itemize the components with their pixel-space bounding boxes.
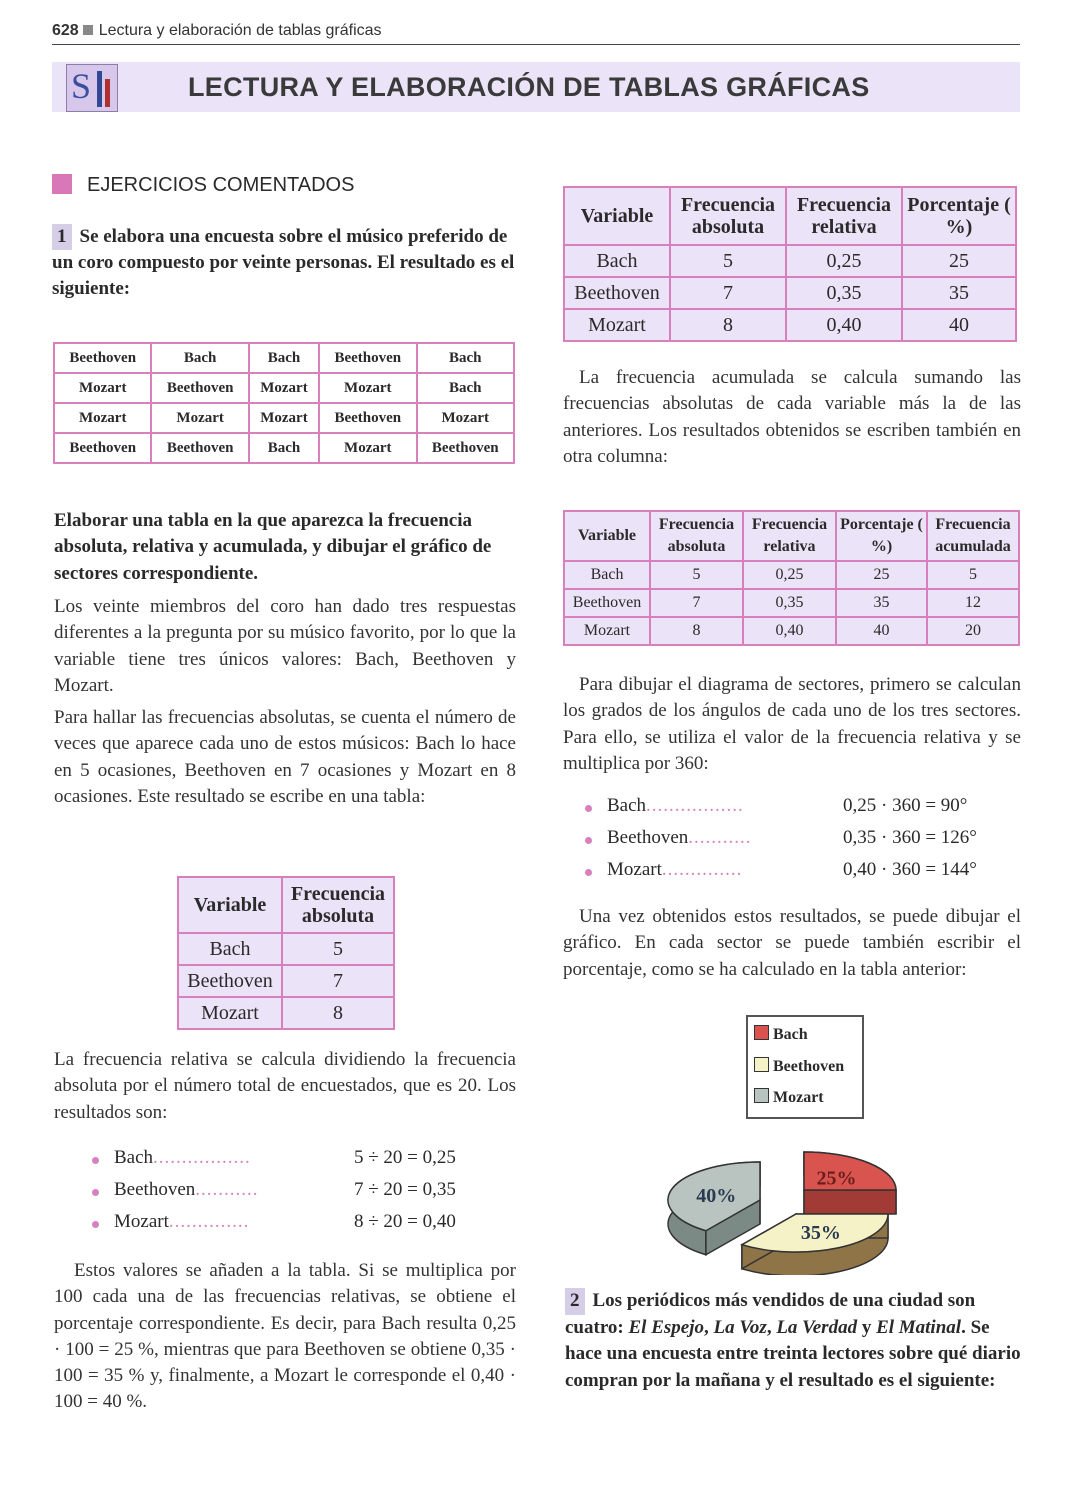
exercise-2-text: Los periódicos más vendidos de una ciudad son cuatro: — [565, 1290, 976, 1338]
running-head — [52, 22, 382, 40]
table-cell: Mozart — [54, 403, 151, 433]
table-cell: 5 — [282, 933, 394, 965]
table-cell: 0,40 — [786, 309, 902, 341]
list-item — [585, 795, 1021, 827]
chart-legend — [746, 1015, 864, 1119]
table-row — [54, 403, 514, 433]
legend-swatch — [754, 1057, 769, 1072]
item-result: 5 ÷ 20 = 0,25 — [354, 1147, 456, 1168]
table-row — [178, 997, 394, 1029]
paragraph: La frecuencia acumulada se calcula sumando las frecuencias absolutas de cada variable más la de las anteriores. Los resultados obtenidos se escriben también en otra columna: — [563, 367, 1021, 467]
table-cell: 25 — [836, 561, 927, 589]
table-cell: Mozart — [249, 373, 319, 403]
table-header: Porcentaje ( %) — [836, 511, 927, 561]
list-item — [585, 859, 1021, 891]
table-cell: Bach — [249, 343, 319, 373]
table-cell: 12 — [927, 589, 1019, 617]
exercise-2-statement — [565, 1288, 1025, 1394]
exercise-2-text: . Se hace una encuesta entre treinta lectores sobre qué diario compran por la mañana y el resultado es el siguiente: — [565, 1316, 1021, 1391]
table-header: Frecuencia relativa — [786, 187, 902, 245]
table-cell: 0,25 — [743, 561, 836, 589]
table-cell: 8 — [650, 617, 743, 645]
item-label: Beethoven — [607, 827, 689, 848]
table-cell: 5 — [927, 561, 1019, 589]
paragraph: Para hallar las frecuencias absolutas, se cuenta el número de veces que aparece cada uno de estos músicos: Bach lo hace en 5 ocasiones, Beethoven en 7 ocasiones y Mozart en 8 ocasiones. Este resultado se escribe en una tabla: — [54, 707, 516, 807]
list-item — [585, 827, 1021, 859]
leader-dots: ................. — [646, 795, 744, 816]
title-band — [52, 62, 1020, 112]
page-title: LECTURA Y ELABORACIÓN DE TABLAS GRÁFICAS — [188, 72, 870, 102]
table-cell: Bach — [178, 933, 282, 965]
table-cell: Beethoven — [178, 965, 282, 997]
pie-label: 35% — [800, 1221, 841, 1244]
pie-label: 40% — [696, 1185, 737, 1208]
item-result: 0,25 · 360 = 90° — [843, 795, 968, 816]
table-cell: Bach — [417, 373, 515, 403]
survey-table — [53, 342, 515, 464]
table-cell: Mozart — [564, 309, 670, 341]
table-cell: 40 — [836, 617, 927, 645]
table-cell: Mozart — [178, 997, 282, 1029]
table-header: Frecuencia acumulada — [927, 511, 1019, 561]
leader-dots: ........... — [195, 1179, 259, 1200]
item-label: Bach — [114, 1147, 154, 1168]
legend-item — [754, 1088, 824, 1107]
separator: y — [857, 1316, 877, 1338]
bullet-icon — [92, 1221, 99, 1228]
table-row — [564, 277, 1016, 309]
bullet-icon — [585, 837, 592, 844]
pie-chart — [640, 1140, 940, 1275]
exercise-number: 2 — [565, 1288, 585, 1315]
separator: , — [766, 1316, 777, 1338]
table-header: Variable — [564, 511, 650, 561]
item-result: 7 ÷ 20 = 0,35 — [354, 1179, 456, 1200]
table-cell: Bach — [249, 433, 319, 463]
table-cell: Beethoven — [319, 343, 416, 373]
table-cell: Bach — [564, 245, 670, 277]
table-cell: 25 — [902, 245, 1016, 277]
accumulated-frequency-table — [563, 510, 1020, 646]
table-cell: Mozart — [249, 403, 319, 433]
item-result: 8 ÷ 20 = 0,40 — [354, 1211, 456, 1232]
table-cell: Beethoven — [54, 343, 151, 373]
separator: , — [703, 1316, 714, 1338]
paragraph: Estos valores se añaden a la tabla. Si se multiplica por 100 cada una de las frecuencias relativas, se obtiene el porcentaje correspondiente. Es decir, para Bach resulta 0,25 · 100 = 25 %, mientras que para Beethoven se obtiene 0,35 · 100 = 35 % y, finalmente, a Mozart le corresponde el 0,40 · 100 = 40 %. — [54, 1260, 516, 1413]
legend-swatch — [754, 1025, 769, 1040]
legend-label: Bach — [773, 1026, 808, 1043]
exercise-1-statement — [52, 224, 516, 302]
leader-dots: .............. — [661, 859, 743, 880]
table-cell: Mozart — [319, 433, 416, 463]
table-cell: 0,40 — [743, 617, 836, 645]
newspaper-name: El Espejo — [628, 1316, 704, 1338]
table-cell: Bach — [564, 561, 650, 589]
table-cell: Mozart — [151, 403, 248, 433]
table-cell: 8 — [670, 309, 786, 341]
legend-label: Beethoven — [773, 1058, 845, 1075]
table-header: Variable — [564, 187, 670, 245]
newspaper-name: La Voz — [713, 1316, 767, 1338]
table-header-row — [564, 187, 1016, 245]
item-label: Mozart — [607, 859, 662, 880]
table-cell: Mozart — [564, 617, 650, 645]
exercise-number: 1 — [52, 224, 72, 250]
paragraph: Para dibujar el diagrama de sectores, primero se calculan los grados de los ángulos de cada uno de los tres sectores. Para ello, se utiliza el valor de la frecuencia relativa y se multiplica por 360: — [563, 674, 1021, 774]
square-bullet-icon — [83, 25, 93, 35]
task-statement: Elaborar una tabla en la que aparezca la frecuencia absoluta, relativa y acumulada, y dibujar el gráfico de sectores correspondiente. — [54, 510, 492, 584]
table-cell: 20 — [927, 617, 1019, 645]
table-cell: 8 — [282, 997, 394, 1029]
page-number: 628 — [52, 22, 79, 39]
legend-item — [754, 1025, 808, 1044]
item-label: Mozart — [114, 1211, 169, 1232]
bullet-icon — [585, 805, 592, 812]
running-title: Lectura y elaboración de tablas gráficas — [98, 22, 382, 39]
item-result: 0,40 · 360 = 144° — [843, 859, 977, 880]
table-header: Porcentaje ( %) — [902, 187, 1016, 245]
bullet-icon — [92, 1157, 99, 1164]
table-header: Frecuencia relativa — [743, 511, 836, 561]
table-cell: 0,35 — [743, 589, 836, 617]
table-cell: Mozart — [417, 403, 515, 433]
paragraph: Los veinte miembros del coro han dado tres respuestas diferentes a la pregunta por su músico favorito, por lo que la variable tiene tres únicos valores: Bach, Beethoven y Mozart. — [54, 596, 516, 696]
table-cell: Beethoven — [417, 433, 515, 463]
table-row — [178, 933, 394, 965]
legend-swatch — [754, 1088, 769, 1103]
leader-dots: ........... — [688, 827, 752, 848]
bullet-icon — [92, 1189, 99, 1196]
list-item — [92, 1179, 512, 1211]
section-title: EJERCICIOS COMENTADOS — [87, 174, 355, 196]
table-row — [564, 617, 1019, 645]
leader-dots: .............. — [168, 1211, 250, 1232]
table-cell: 5 — [670, 245, 786, 277]
table-cell: 35 — [902, 277, 1016, 309]
table-cell: 0,35 — [786, 277, 902, 309]
table-header-row — [178, 877, 394, 933]
table-cell: Bach — [151, 343, 248, 373]
header-rule — [52, 44, 1020, 45]
newspaper-name: La Verdad — [776, 1316, 858, 1338]
table-cell: 40 — [902, 309, 1016, 341]
pie-slice-bach — [804, 1152, 896, 1214]
table-row — [54, 373, 514, 403]
absolute-frequency-table — [177, 876, 395, 1030]
table-cell: Mozart — [54, 373, 151, 403]
item-result: 0,35 · 360 = 126° — [843, 827, 977, 848]
paragraph: La frecuencia relativa se calcula dividiendo la frecuencia absoluta por el número total de encuestados, que es 20. Los resultados son: — [54, 1049, 516, 1123]
table-cell: Bach — [417, 343, 515, 373]
table-row — [564, 561, 1019, 589]
relative-frequency-table — [563, 186, 1017, 342]
table-cell: 7 — [670, 277, 786, 309]
table-row — [564, 589, 1019, 617]
publisher-logo-icon: S — [66, 64, 118, 112]
table-row — [564, 245, 1016, 277]
table-cell: Beethoven — [54, 433, 151, 463]
table-cell: Beethoven — [151, 433, 248, 463]
relative-frequency-list — [92, 1147, 512, 1243]
item-label: Bach — [607, 795, 647, 816]
angle-list — [585, 795, 1021, 891]
table-cell: 5 — [650, 561, 743, 589]
table-cell: Beethoven — [564, 589, 650, 617]
table-cell: Beethoven — [151, 373, 248, 403]
section-marker-icon — [52, 174, 72, 194]
pie-slice-beethoven — [742, 1214, 888, 1275]
exercise-1-text: Se elabora una encuesta sobre el músico preferido de un coro compuesto por veinte personas. El resultado es el siguiente: — [52, 226, 515, 299]
newspaper-name: El Matinal — [876, 1316, 962, 1338]
table-cell: Beethoven — [564, 277, 670, 309]
list-item — [92, 1147, 512, 1179]
table-row — [178, 965, 394, 997]
table-row — [564, 309, 1016, 341]
table-cell: Beethoven — [319, 403, 416, 433]
table-cell: 7 — [282, 965, 394, 997]
table-header-row — [564, 511, 1019, 561]
table-cell: 7 — [650, 589, 743, 617]
table-cell: 0,25 — [786, 245, 902, 277]
legend-label: Mozart — [773, 1089, 824, 1106]
table-row — [54, 433, 514, 463]
pie-label: 25% — [816, 1167, 857, 1190]
table-header: Frecuencia absoluta — [670, 187, 786, 245]
pie-slice-mozart — [668, 1162, 760, 1255]
table-header: Frecuencia absoluta — [282, 877, 394, 933]
paragraph: Una vez obtenidos estos resultados, se puede dibujar el gráfico. En cada sector se puede también escribir el porcentaje, como se ha calculado en la tabla anterior: — [563, 906, 1021, 980]
leader-dots: ................. — [153, 1147, 251, 1168]
table-cell: 35 — [836, 589, 927, 617]
bullet-icon — [585, 869, 592, 876]
table-cell: Mozart — [319, 373, 416, 403]
table-row — [54, 343, 514, 373]
legend-item — [754, 1057, 844, 1076]
list-item — [92, 1211, 512, 1243]
table-header: Variable — [178, 877, 282, 933]
table-header: Frecuencia absoluta — [650, 511, 743, 561]
item-label: Beethoven — [114, 1179, 196, 1200]
